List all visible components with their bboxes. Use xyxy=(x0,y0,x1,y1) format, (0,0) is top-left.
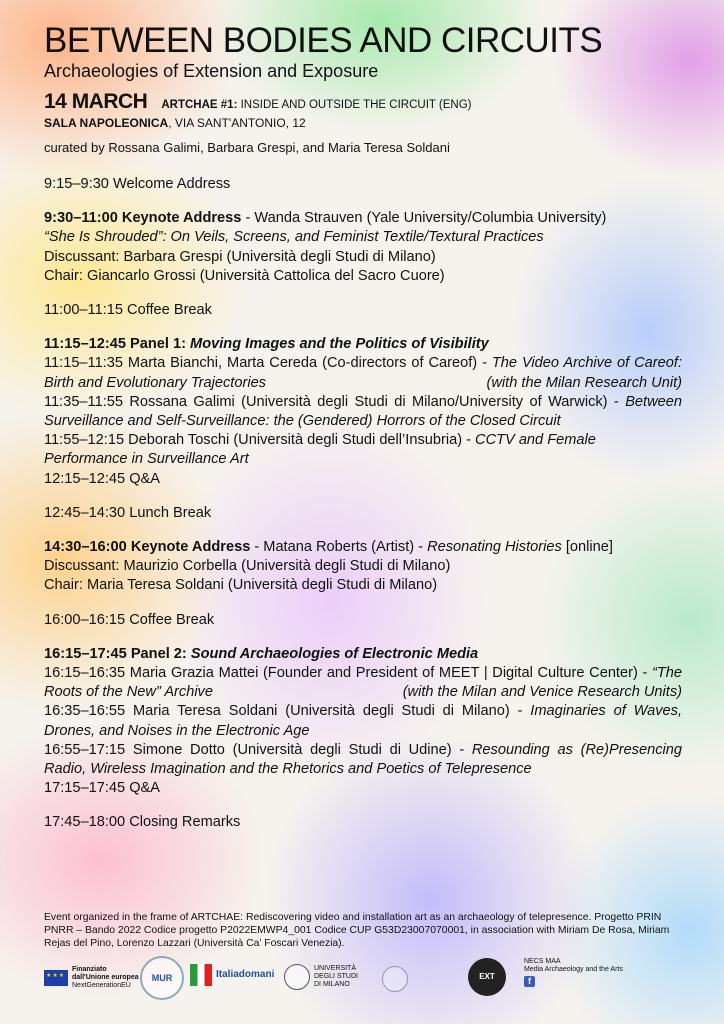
talk-speaker: 11:15–11:35 Marta Bianchi, Marta Cereda (Co-directors of Careof) - xyxy=(44,355,492,372)
keynote-2-online: [online] xyxy=(561,539,613,556)
keynote-2 xyxy=(44,538,682,596)
panel-2-qa: 17:15–17:45 Q&A xyxy=(44,780,161,797)
artchae-session xyxy=(161,99,471,111)
necs-line-1: NECS MAA xyxy=(524,958,561,965)
mur-mark: MUR xyxy=(140,956,184,1000)
panel-1-talk-3 xyxy=(44,431,682,469)
lunch-break: 12:45–14:30 Lunch Break xyxy=(44,504,212,521)
poster-content xyxy=(44,22,682,833)
eu-funding-logo xyxy=(44,966,139,990)
unimi-line-2: DEGLI STUDI xyxy=(314,973,358,980)
keynote-2-time: 14:30–16:00 Keynote Address xyxy=(44,539,251,556)
logo-strip xyxy=(44,954,684,1004)
panel-1-talk-2 xyxy=(44,393,682,431)
ext-mark: EXT xyxy=(468,958,506,996)
eu-line-1: Finanziato xyxy=(72,966,107,973)
department-seal-icon xyxy=(382,966,408,992)
panel-2 xyxy=(44,645,682,799)
panel-1-talk-1 xyxy=(44,354,682,392)
curators: curated by Rossana Galimi, Barbara Grespi, and Maria Teresa Soldani xyxy=(44,140,450,155)
talk-speaker: 16:55–17:15 Simone Dotto (Università degli Studi di Udine) - xyxy=(44,741,472,758)
talk-title: The Video Archive of Careof: Birth and Evolutionary Trajectories xyxy=(44,355,682,391)
keynote-1-chair: Chair: Giancarlo Grossi (Università Cattolica del Sacro Cuore) xyxy=(44,267,445,284)
talk-title: CCTV and Female Performance in Surveillance Art xyxy=(44,432,596,468)
talk-speaker: 11:35–11:55 Rossana Galimi (Università degli Studi di Milano/University of Warwick) - xyxy=(44,393,626,410)
necs-line-2: Media Archaeology and the Arts xyxy=(524,966,623,973)
keynote-1-speaker: - Wanda Strauven (Yale University/Columbia University) xyxy=(241,210,607,227)
talk-speaker: 11:55–12:15 Deborah Toschi (Università degli Studi dell’Insubria) - xyxy=(44,432,476,449)
event-subtitle: Archaeologies of Extension and Exposure xyxy=(44,61,379,81)
panel-2-talk-1 xyxy=(44,664,682,702)
talk-title: “The Roots of the New” Archive xyxy=(44,665,682,701)
talk-title: Imaginaries of Waves, Drones, and Noises in the Electronic Age xyxy=(44,703,682,739)
eu-flag-icon xyxy=(44,970,68,986)
keynote-2-discussant: Discussant: Maurizio Corbella (Università degli Studi di Milano) xyxy=(44,558,451,575)
unimi-line-1: UNIVERSITÀ xyxy=(314,965,357,972)
ext-logo xyxy=(468,958,506,996)
department-logo xyxy=(382,966,412,992)
keynote-2-chair: Chair: Maria Teresa Soldani (Università degli Studi di Milano) xyxy=(44,577,438,594)
panel-1-time: 11:15–12:45 Panel 1: xyxy=(44,336,191,353)
unimi-logo xyxy=(284,964,358,990)
keynote-1 xyxy=(44,209,682,286)
panel-1-title: Moving Images and the Politics of Visibility xyxy=(190,336,489,353)
italia-flag-icon xyxy=(190,964,212,986)
italiadomani-logo xyxy=(190,964,274,986)
mur-logo xyxy=(140,956,184,1000)
italiadomani-text: Italiadomani xyxy=(216,969,275,980)
venue-address: , VIA SANT'ANTONIO, 12 xyxy=(168,116,306,130)
panel-1 xyxy=(44,335,682,489)
unimi-seal-icon xyxy=(284,964,310,990)
necs-logo xyxy=(524,958,623,987)
event-title: BETWEEN BODIES AND CIRCUITS xyxy=(44,21,603,60)
panel-2-talk-2 xyxy=(44,702,682,740)
footer-note: Event organized in the frame of ARTCHAE: Rediscovering video and installation art as an archaeology of telepresence. Progetto PRIN PNRR – Bando 2022 Codice progetto P2022EMWP4_001 Codice CUP G53D23007070001, in association with Miriam De Rosa, Miriam Rejas del Pino, Lorenzo Lazzari (Università Ca’ Foscari Venezia). xyxy=(44,912,670,949)
talk-note: (with the Milan Research Unit) xyxy=(486,374,682,391)
panel-2-talk-3 xyxy=(44,741,682,779)
welcome-address: 9:15–9:30 Welcome Address xyxy=(44,176,231,192)
talk-note: (with the Milan and Venice Research Units) xyxy=(402,684,682,701)
talk-speaker: 16:15–16:35 Maria Grazia Mattei (Founder and President of MEET | Digital Culture Center) - xyxy=(44,665,652,682)
eu-line-3: NextGenerationEU xyxy=(72,982,131,989)
eu-line-2: dall'Unione europea xyxy=(72,974,139,981)
coffee-break-2: 16:00–16:15 Coffee Break xyxy=(44,611,215,628)
program xyxy=(44,175,682,833)
facebook-icon[interactable]: f xyxy=(524,976,535,987)
talk-speaker: 16:35–16:55 Maria Teresa Soldani (Università degli Studi di Milano) - xyxy=(44,703,531,720)
talk-title: Resounding as (Re)Presencing Radio, Wireless Imagination and the Rhetorics and Poetics of Telepresence xyxy=(44,741,682,778)
artchae-text: INSIDE AND OUTSIDE THE CIRCUIT (ENG) xyxy=(237,99,472,111)
artchae-label: ARTCHAE #1: xyxy=(161,99,238,111)
unimi-line-3: DI MILANO xyxy=(314,981,350,988)
panel-2-time: 16:15–17:45 Panel 2: xyxy=(44,645,191,662)
panel-2-title: Sound Archaeologies of Electronic Media xyxy=(190,645,479,662)
coffee-break-1: 11:00–11:15 Coffee Break xyxy=(44,302,212,319)
keynote-1-talk: “She Is Shrouded”: On Veils, Screens, and Feminist Textile/Textural Practices xyxy=(44,229,544,246)
panel-1-qa: 12:15–12:45 Q&A xyxy=(44,470,161,487)
venue xyxy=(44,116,682,130)
keynote-1-discussant: Discussant: Barbara Grespi (Università degli Studi di Milano) xyxy=(44,248,436,265)
venue-name: SALA NAPOLEONICA xyxy=(44,116,169,130)
keynote-1-time: 9:30–11:00 Keynote Address xyxy=(44,210,242,227)
closing-remarks: 17:45–18:00 Closing Remarks xyxy=(44,814,241,831)
event-date: 14 MARCH xyxy=(44,90,148,113)
keynote-2-talk: Resonating Histories xyxy=(427,539,562,556)
keynote-2-speaker: - Matana Roberts (Artist) - xyxy=(250,539,428,556)
date-line xyxy=(44,90,682,114)
talk-title: Between Surveillance and Self-Surveillance: the (Gendered) Horrors of the Closed Circuit xyxy=(44,393,682,430)
